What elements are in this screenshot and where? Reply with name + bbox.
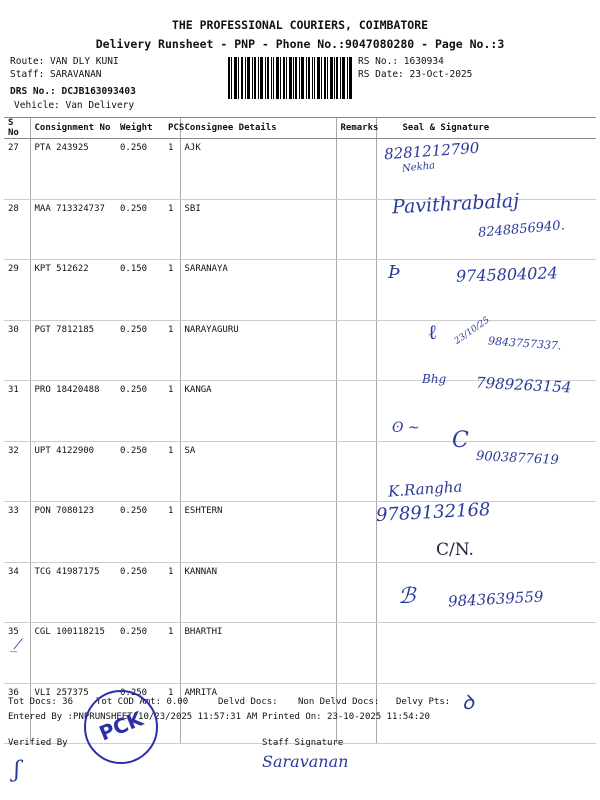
handwritten-signature: ℬ bbox=[398, 584, 416, 609]
col-header-sno: S No bbox=[4, 118, 30, 139]
cell-sno: 36 bbox=[4, 683, 30, 744]
cell-consignee: KANNAN bbox=[180, 562, 336, 623]
cell-pcs: 1 bbox=[164, 199, 180, 260]
staff-signature-label: Staff Signature bbox=[262, 738, 344, 748]
cell-sno: 27 bbox=[4, 139, 30, 200]
courier-stamp bbox=[84, 690, 158, 764]
rs-number: RS No.: 1630934 bbox=[358, 56, 444, 67]
total-docs: Tot Docs: 36 bbox=[8, 697, 74, 707]
cell-sno: 32 bbox=[4, 441, 30, 502]
company-title: THE PROFESSIONAL COURIERS, COIMBATORE bbox=[171, 18, 429, 32]
handwritten-phone: 9003877619 bbox=[475, 448, 560, 469]
cell-sno: 28 bbox=[4, 199, 30, 260]
staff-label: Staff: SARAVANAN bbox=[10, 69, 102, 80]
handwritten-phone: 9745804024 bbox=[455, 263, 559, 286]
col-header-remarks: Remarks bbox=[336, 118, 376, 139]
cell-consignment: KPT 512622 bbox=[30, 260, 116, 321]
cell-remarks bbox=[336, 623, 376, 684]
route-label: Route: VAN DLY KUNI bbox=[10, 56, 119, 67]
handwritten-signature: Pavithrabalaj bbox=[391, 189, 520, 219]
cell-consignee: SBI bbox=[180, 199, 336, 260]
handwritten-signature: K.Rangha bbox=[387, 477, 463, 501]
handwritten-phone: 9843639559 bbox=[447, 587, 544, 611]
verified-by-label: Verified By bbox=[8, 738, 68, 748]
cell-consignee: KANGA bbox=[180, 381, 336, 442]
cell-consignment: CGL 100118215 bbox=[30, 623, 116, 684]
staff-handwritten-signature: Saravanan bbox=[262, 752, 349, 771]
vehicle-label: Vehicle: Van Delivery bbox=[14, 100, 135, 111]
cell-consignment: PRO 18420488 bbox=[30, 381, 116, 442]
cell-pcs: 1 bbox=[164, 381, 180, 442]
delivered-docs: Delvd Docs: bbox=[218, 697, 278, 707]
cell-signature bbox=[376, 320, 596, 381]
cell-sno: 34 bbox=[4, 562, 30, 623]
cell-remarks bbox=[336, 139, 376, 200]
cell-pcs: 1 bbox=[164, 139, 180, 200]
handwritten-mark: ʘ ~ bbox=[392, 420, 420, 436]
cell-remarks bbox=[336, 562, 376, 623]
rs-date: RS Date: 23-Oct-2025 bbox=[358, 69, 473, 80]
stamp-text: PCK bbox=[95, 706, 147, 746]
cell-sno: 29 bbox=[4, 260, 30, 321]
cell-consignee: ESHTERN bbox=[180, 502, 336, 563]
handwritten-cn: C/N. bbox=[436, 540, 474, 560]
cell-weight: 0.250 bbox=[116, 320, 164, 381]
handwritten-phone: 9789132168 bbox=[375, 499, 492, 526]
cell-consignment: VLI 257375 bbox=[30, 683, 116, 744]
barcode-image bbox=[228, 57, 352, 99]
cell-consignment: PON 7080123 bbox=[30, 502, 116, 563]
handwritten-signature: ꝺ bbox=[462, 690, 474, 714]
cell-pcs: 1 bbox=[164, 683, 180, 744]
delivery-points: Delvy Pts: bbox=[396, 697, 451, 707]
handwritten-signature: Bhg bbox=[422, 372, 447, 386]
cell-consignee: SARANAYA bbox=[180, 260, 336, 321]
cell-pcs: 1 bbox=[164, 502, 180, 563]
cell-consignee: SA bbox=[180, 441, 336, 502]
cell-consignee: NARAYAGURU bbox=[180, 320, 336, 381]
cell-pcs: 1 bbox=[164, 562, 180, 623]
handwritten-signature: ℓ bbox=[425, 319, 439, 345]
printed-on: Printed On: 23-10-2025 11:54:20 bbox=[262, 712, 430, 722]
cell-signature bbox=[376, 623, 596, 684]
cell-pcs: 1 bbox=[164, 623, 180, 684]
cell-pcs: 1 bbox=[164, 441, 180, 502]
cell-consignment: UPT 4122900 bbox=[30, 441, 116, 502]
cell-weight: 0.250 bbox=[116, 562, 164, 623]
non-delivered-docs: Non Delvd Docs: bbox=[298, 697, 380, 707]
cell-weight: 0.250 bbox=[116, 683, 164, 744]
handwritten-tick: _⁄ bbox=[10, 637, 20, 653]
handwritten-phone: 8281212790 bbox=[383, 138, 480, 164]
handwritten-signature: Nekha bbox=[401, 160, 436, 175]
total-cod: Tot COD Amt: 0.00 bbox=[96, 697, 189, 707]
handwritten-signature: C bbox=[452, 428, 469, 453]
cell-consignment: PTA 243925 bbox=[30, 139, 116, 200]
cell-weight: 0.250 bbox=[116, 623, 164, 684]
cell-remarks bbox=[336, 199, 376, 260]
cell-remarks bbox=[336, 441, 376, 502]
handwritten-date: 23/10/25 bbox=[452, 315, 492, 347]
cell-remarks bbox=[336, 381, 376, 442]
handwritten-phone: 9843757337. bbox=[487, 334, 562, 353]
table-row bbox=[4, 502, 596, 563]
drs-number: DRS No.: DCJB163093403 bbox=[10, 86, 136, 97]
cell-sno: 31 bbox=[4, 381, 30, 442]
handwritten-signature: Þ bbox=[388, 262, 401, 283]
col-header-signature: Seal & Signature bbox=[376, 118, 596, 139]
cell-consignee: BHARTHI bbox=[180, 623, 336, 684]
col-header-consignment: Consignment No bbox=[30, 118, 116, 139]
cell-consignment: MAA 713324737 bbox=[30, 199, 116, 260]
cell-weight: 0.250 bbox=[116, 441, 164, 502]
cell-weight: 0.250 bbox=[116, 502, 164, 563]
entered-by: Entered By :PNPRUNSHEET 10/23/2025 11:57:31 AM bbox=[8, 712, 258, 722]
cell-remarks bbox=[336, 320, 376, 381]
cell-sno: 35 bbox=[4, 623, 30, 684]
col-header-weight: Weight bbox=[116, 118, 164, 139]
handwritten-phone: 7989263154 bbox=[475, 373, 572, 397]
verified-by-signature: ʃ bbox=[14, 758, 20, 783]
cell-pcs: 1 bbox=[164, 320, 180, 381]
cell-sno: 30 bbox=[4, 320, 30, 381]
cell-remarks bbox=[336, 260, 376, 321]
table-row bbox=[4, 320, 596, 381]
col-header-pcs: PCS bbox=[164, 118, 180, 139]
cell-pcs: 1 bbox=[164, 260, 180, 321]
cell-weight: 0.250 bbox=[116, 199, 164, 260]
table-row bbox=[4, 623, 596, 684]
col-header-consignee: Consignee Details bbox=[180, 118, 336, 139]
cell-weight: 0.150 bbox=[116, 260, 164, 321]
cell-consignment: PGT 7812185 bbox=[30, 320, 116, 381]
runsheet-subtitle: Delivery Runsheet - PNP - Phone No.:9047080280 - Page No.:3 bbox=[95, 37, 505, 51]
table-header-row bbox=[4, 118, 596, 139]
cell-weight: 0.250 bbox=[116, 139, 164, 200]
cell-remarks bbox=[336, 502, 376, 563]
handwritten-phone: 8248856940. bbox=[477, 218, 566, 241]
cell-consignee: AJK bbox=[180, 139, 336, 200]
cell-weight: 0.250 bbox=[116, 381, 164, 442]
cell-consignee: AMRITA bbox=[180, 683, 336, 744]
cell-consignment: TCG 41987175 bbox=[30, 562, 116, 623]
cell-sno: 33 bbox=[4, 502, 30, 563]
